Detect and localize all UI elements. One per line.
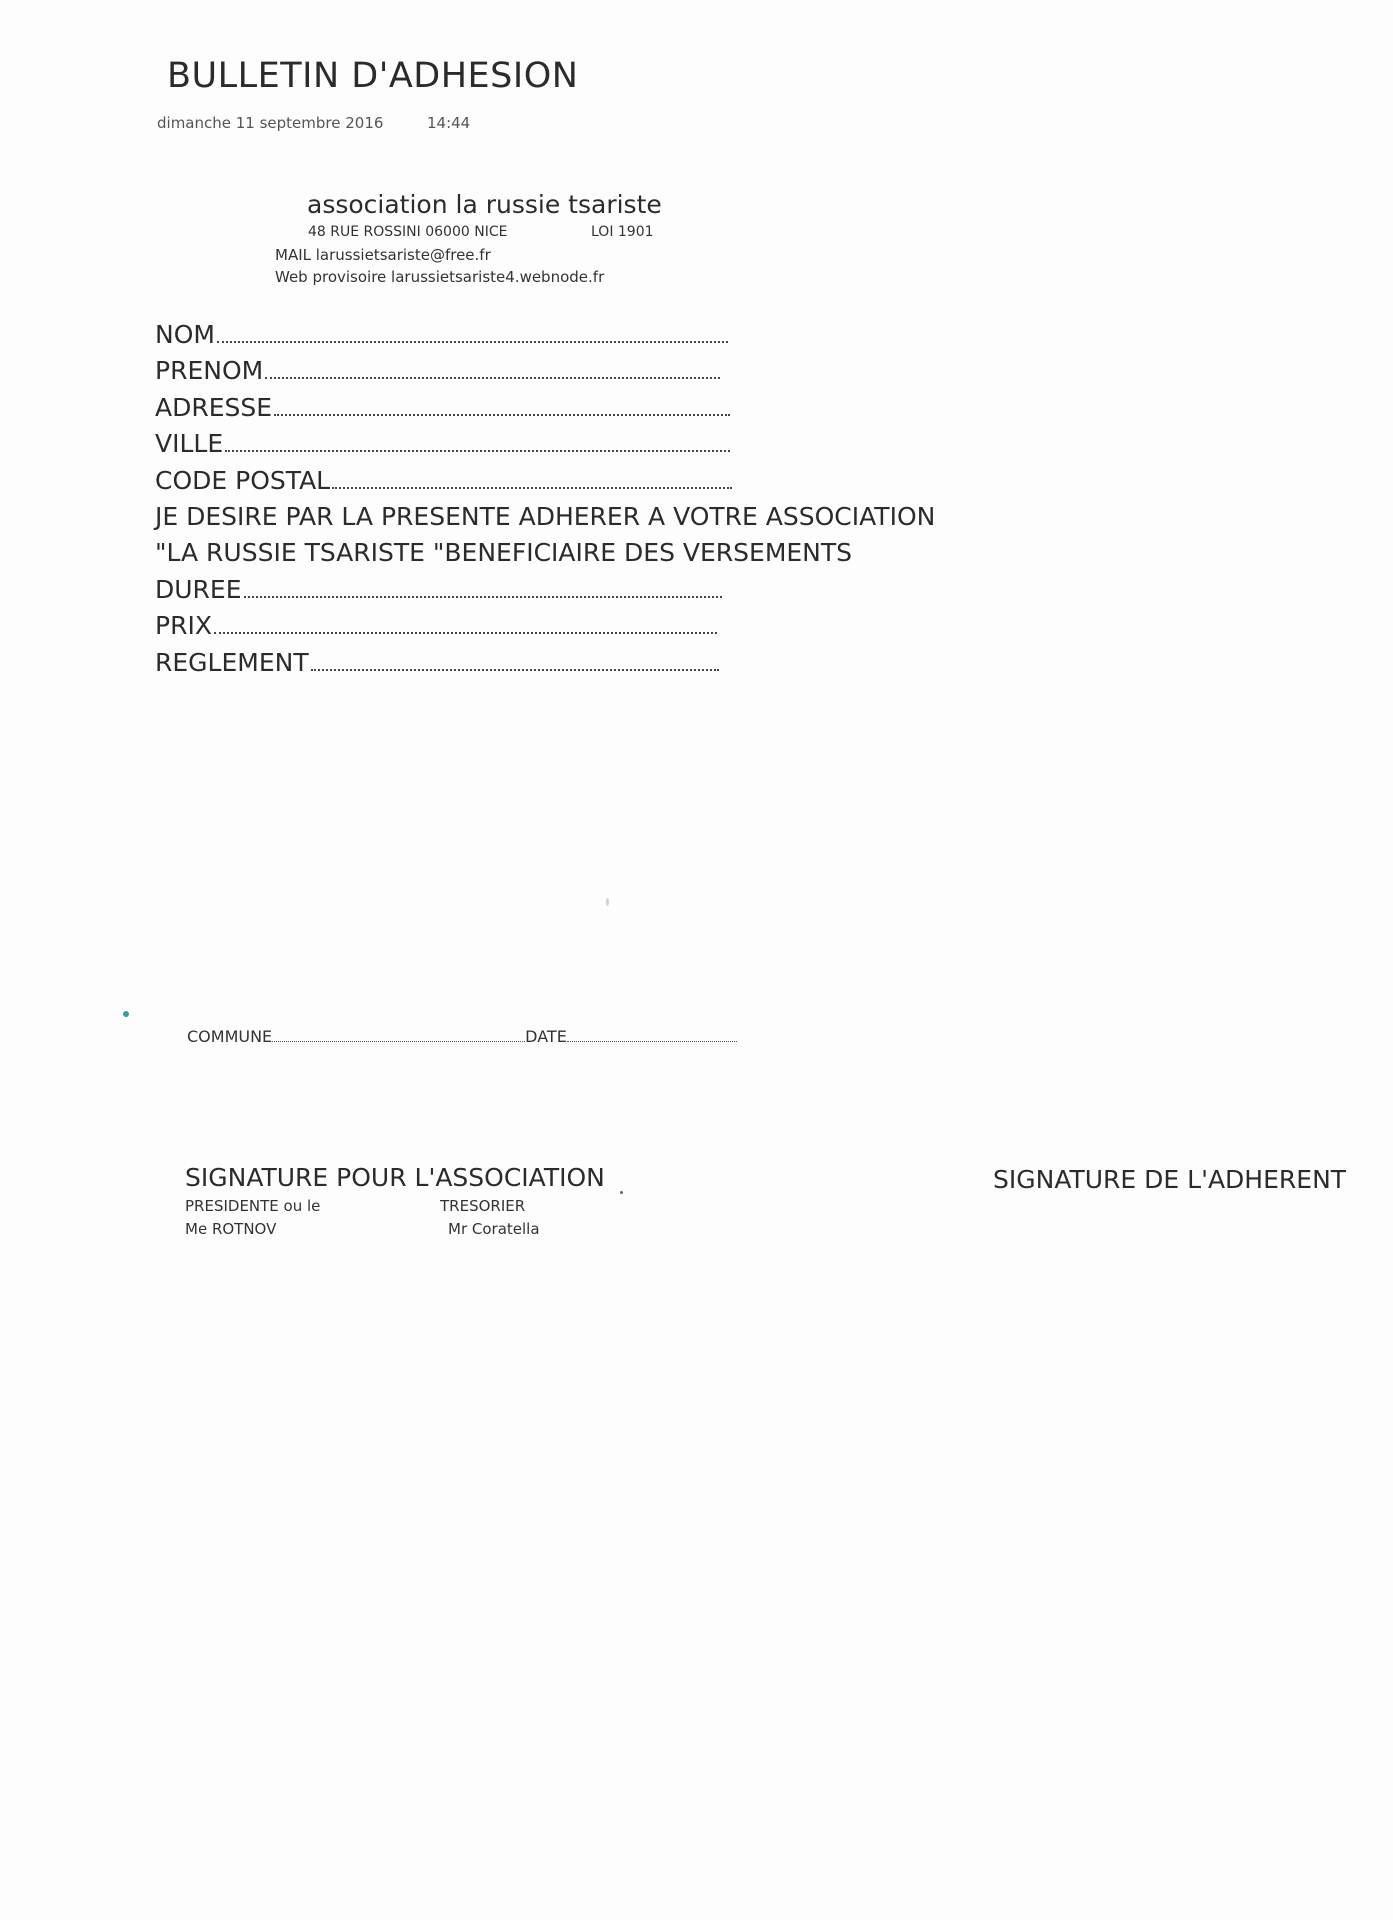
treasurer-name: Mr Coratella bbox=[448, 1220, 540, 1238]
nom-field[interactable] bbox=[155, 320, 728, 349]
document-time: 14:44 bbox=[427, 114, 471, 132]
code-postal-field[interactable] bbox=[155, 466, 732, 495]
paper-mark bbox=[606, 898, 609, 906]
statement-line-1: JE DESIRE PAR LA PRESENTE ADHERER A VOTRE ASSOCIATION bbox=[155, 502, 936, 531]
prix-label: PRIX bbox=[155, 611, 212, 640]
member-signature-title: SIGNATURE DE L'ADHERENT bbox=[993, 1165, 1347, 1194]
prix-dotted-line bbox=[214, 632, 717, 634]
reglement-label: REGLEMENT bbox=[155, 648, 309, 677]
ville-dotted-line bbox=[225, 450, 730, 452]
treasurer-role: TRESORIER bbox=[440, 1197, 526, 1215]
ville-field[interactable] bbox=[155, 429, 730, 458]
nom-dotted-line bbox=[217, 341, 728, 343]
association-address: 48 RUE ROSSINI 06000 NICE bbox=[308, 224, 508, 240]
ville-label: VILLE bbox=[155, 429, 224, 458]
duree-dotted-line bbox=[244, 596, 722, 598]
commune-dotted-line bbox=[272, 1041, 525, 1042]
adresse-dotted-line bbox=[274, 414, 730, 416]
association-mail: MAIL larussietsariste@free.fr bbox=[275, 246, 491, 264]
document-date: dimanche 11 septembre 2016 bbox=[157, 114, 384, 132]
commune-date-row[interactable] bbox=[187, 1027, 737, 1046]
ink-speck bbox=[123, 1011, 129, 1017]
prix-field[interactable] bbox=[155, 611, 717, 640]
duree-field[interactable] bbox=[155, 575, 722, 604]
association-web: Web provisoire larussietsariste4.webnode.fr bbox=[275, 268, 605, 286]
association-law: LOI 1901 bbox=[591, 224, 654, 240]
reglement-field[interactable] bbox=[155, 648, 719, 677]
code-postal-label: CODE POSTAL bbox=[155, 466, 331, 495]
date-dotted-line bbox=[567, 1041, 737, 1042]
adresse-field[interactable] bbox=[155, 393, 730, 422]
duree-label: DUREE bbox=[155, 575, 242, 604]
prenom-field[interactable] bbox=[155, 356, 720, 385]
ink-speck bbox=[620, 1191, 623, 1194]
president-role: PRESIDENTE ou le bbox=[185, 1197, 321, 1215]
adresse-label: ADRESSE bbox=[155, 393, 273, 422]
nom-label: NOM bbox=[155, 320, 215, 349]
reglement-dotted-line bbox=[311, 669, 719, 671]
prenom-label: PRENOM bbox=[155, 356, 264, 385]
prenom-dotted-line bbox=[265, 377, 720, 379]
date-label: DATE bbox=[525, 1027, 567, 1046]
document-title: BULLETIN D'ADHESION bbox=[167, 56, 579, 96]
association-name: association la russie tsariste bbox=[307, 190, 662, 219]
president-name: Me ROTNOV bbox=[185, 1220, 277, 1238]
commune-label: COMMUNE bbox=[187, 1027, 273, 1046]
statement-line-2: "LA RUSSIE TSARISTE "BENEFICIAIRE DES VERSEMENTS bbox=[155, 538, 853, 567]
association-signature-title: SIGNATURE POUR L'ASSOCIATION bbox=[185, 1163, 605, 1192]
code-postal-dotted-line bbox=[332, 487, 732, 489]
